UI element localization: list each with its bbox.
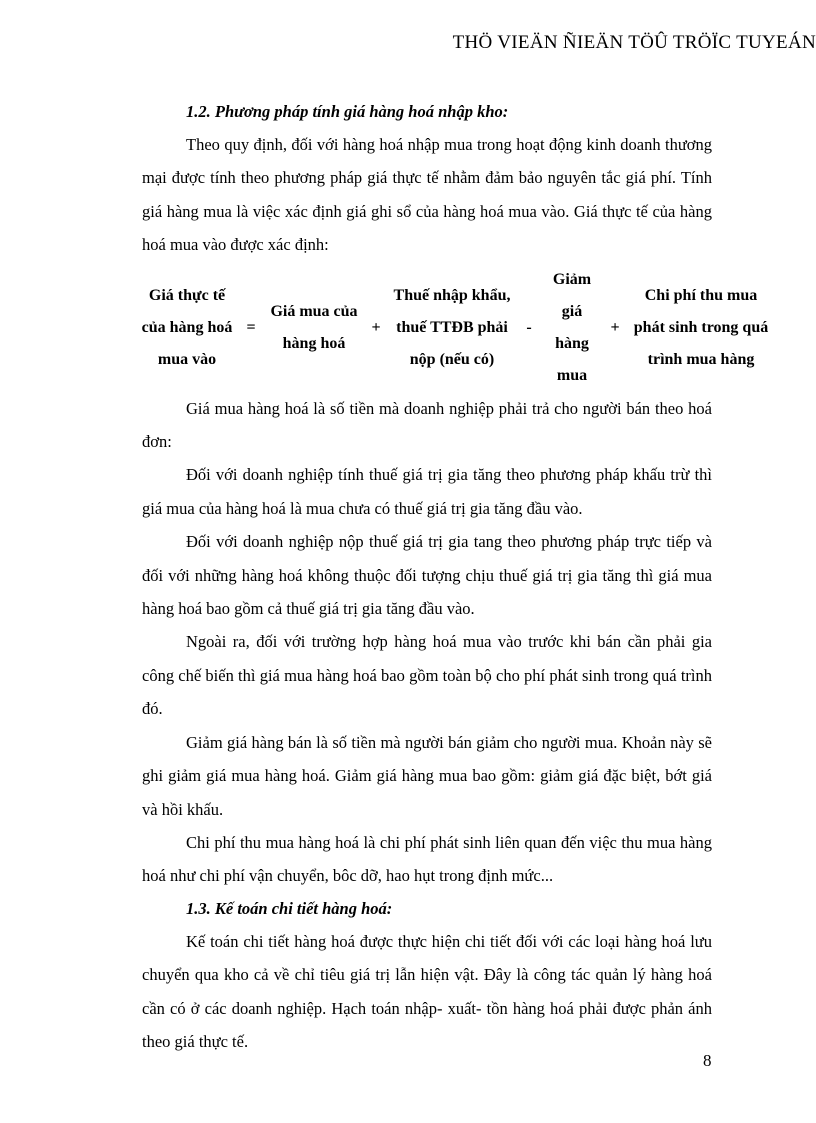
paragraph-discount: Giảm giá hàng bán là số tiền mà người bán giảm cho người mua. Khoản này sẽ ghi giảm giá mua hàng hoá. Giảm giá hàng mua bao gồm: giảm giá đặc biệt, bớt giá và hồi khấu. [142,732,712,819]
formula-plus-sign: + [371,318,381,336]
formula-term-purchase-price: Giá mua của hàng hoá [270,302,358,352]
paragraph-detail-accounting: Kế toán chi tiết hàng hoá được thực hiện chi tiết đối với các loại hàng hoá lưu chuyển qua kho cả về chỉ tiêu giá trị lẫn hiện vật. Đây là công tác quản lý hàng hoá cần có ở các doanh nghiệp. Hạch toán nhập- xuất- tồn hàng hoá phải được phản ánh theo giá thực tế. [142,931,712,1051]
formula-plus-sign: + [610,318,620,336]
paragraph-processing: Ngoài ra, đối với trường hợp hàng hoá mua vào trước khi bán cần phải gia công chế biến thì giá mua hàng hoá bao gồm toàn bộ cho phí phát sinh trong quá trình đó. [142,632,712,719]
page-number: 8 [703,1051,712,1070]
paragraph-direct-method: Đối với doanh nghiệp nộp thuế giá trị gia tang theo phương pháp trực tiếp và đối với những hàng hoá không thuộc đối tượng chịu thuế giá trị gia tăng thì giá mua hàng hoá bao gồm cả thuế giá trị gia tăng đầu vào. [142,532,712,619]
formula-term-purchase-cost: Chi phí thu mua phát sinh trong quá trình mua hàng [633,286,769,368]
price-formula [138,264,769,392]
section-heading-1-2: 1.2. Phương pháp tính giá hàng hoá nhập kho: [186,102,509,121]
formula-term-import-tax: Thuế nhập khẩu, thuế TTĐB phải nộp (nếu có) [393,286,511,368]
paragraph-purchase-cost: Chi phí thu mua hàng hoá là chi phí phát sinh liên quan đến việc thu mua hàng hoá như chi phí vận chuyển, bôc dỡ, hao hụt trong định mức... [142,832,712,886]
page-body [141,96,769,1058]
formula-equals-sign: = [246,318,256,336]
paragraph-deduction-method: Đối với doanh nghiệp tính thuế giá trị gia tăng theo phương pháp khấu trừ thì giá mua của hàng hoá là mua chưa có thuế giá trị gia tăng đầu vào. [142,465,712,518]
formula-term-actual-price: Giá thực tế của hàng hoá mua vào [141,286,233,368]
intro-paragraph: Theo quy định, đối với hàng hoá nhập mua trong hoạt động kinh doanh thương mại được tính theo phương pháp giá thực tế nhằm đảm bảo nguyên tắc giá phí. Tính giá hàng mua là việc xác định giá ghi sổ của hàng hoá mua vào. Giá thực tế của hàng hoá mua vào được xác định: [142,135,712,255]
formula-minus-sign: - [526,318,532,336]
paragraph-purchase-price: Giá mua hàng hoá là số tiền mà doanh nghiệp phải trả cho người bán theo hoá đơn: [142,398,712,452]
running-header: THÖ VIEÄN ÑIEÄN TÖÛ TRÖÏC TUYEÁN [452,32,816,53]
section-heading-1-3: 1.3. Kế toán chi tiết hàng hoá: [186,898,393,918]
formula-term-discount: Giảm giá hàng mua [552,270,592,384]
